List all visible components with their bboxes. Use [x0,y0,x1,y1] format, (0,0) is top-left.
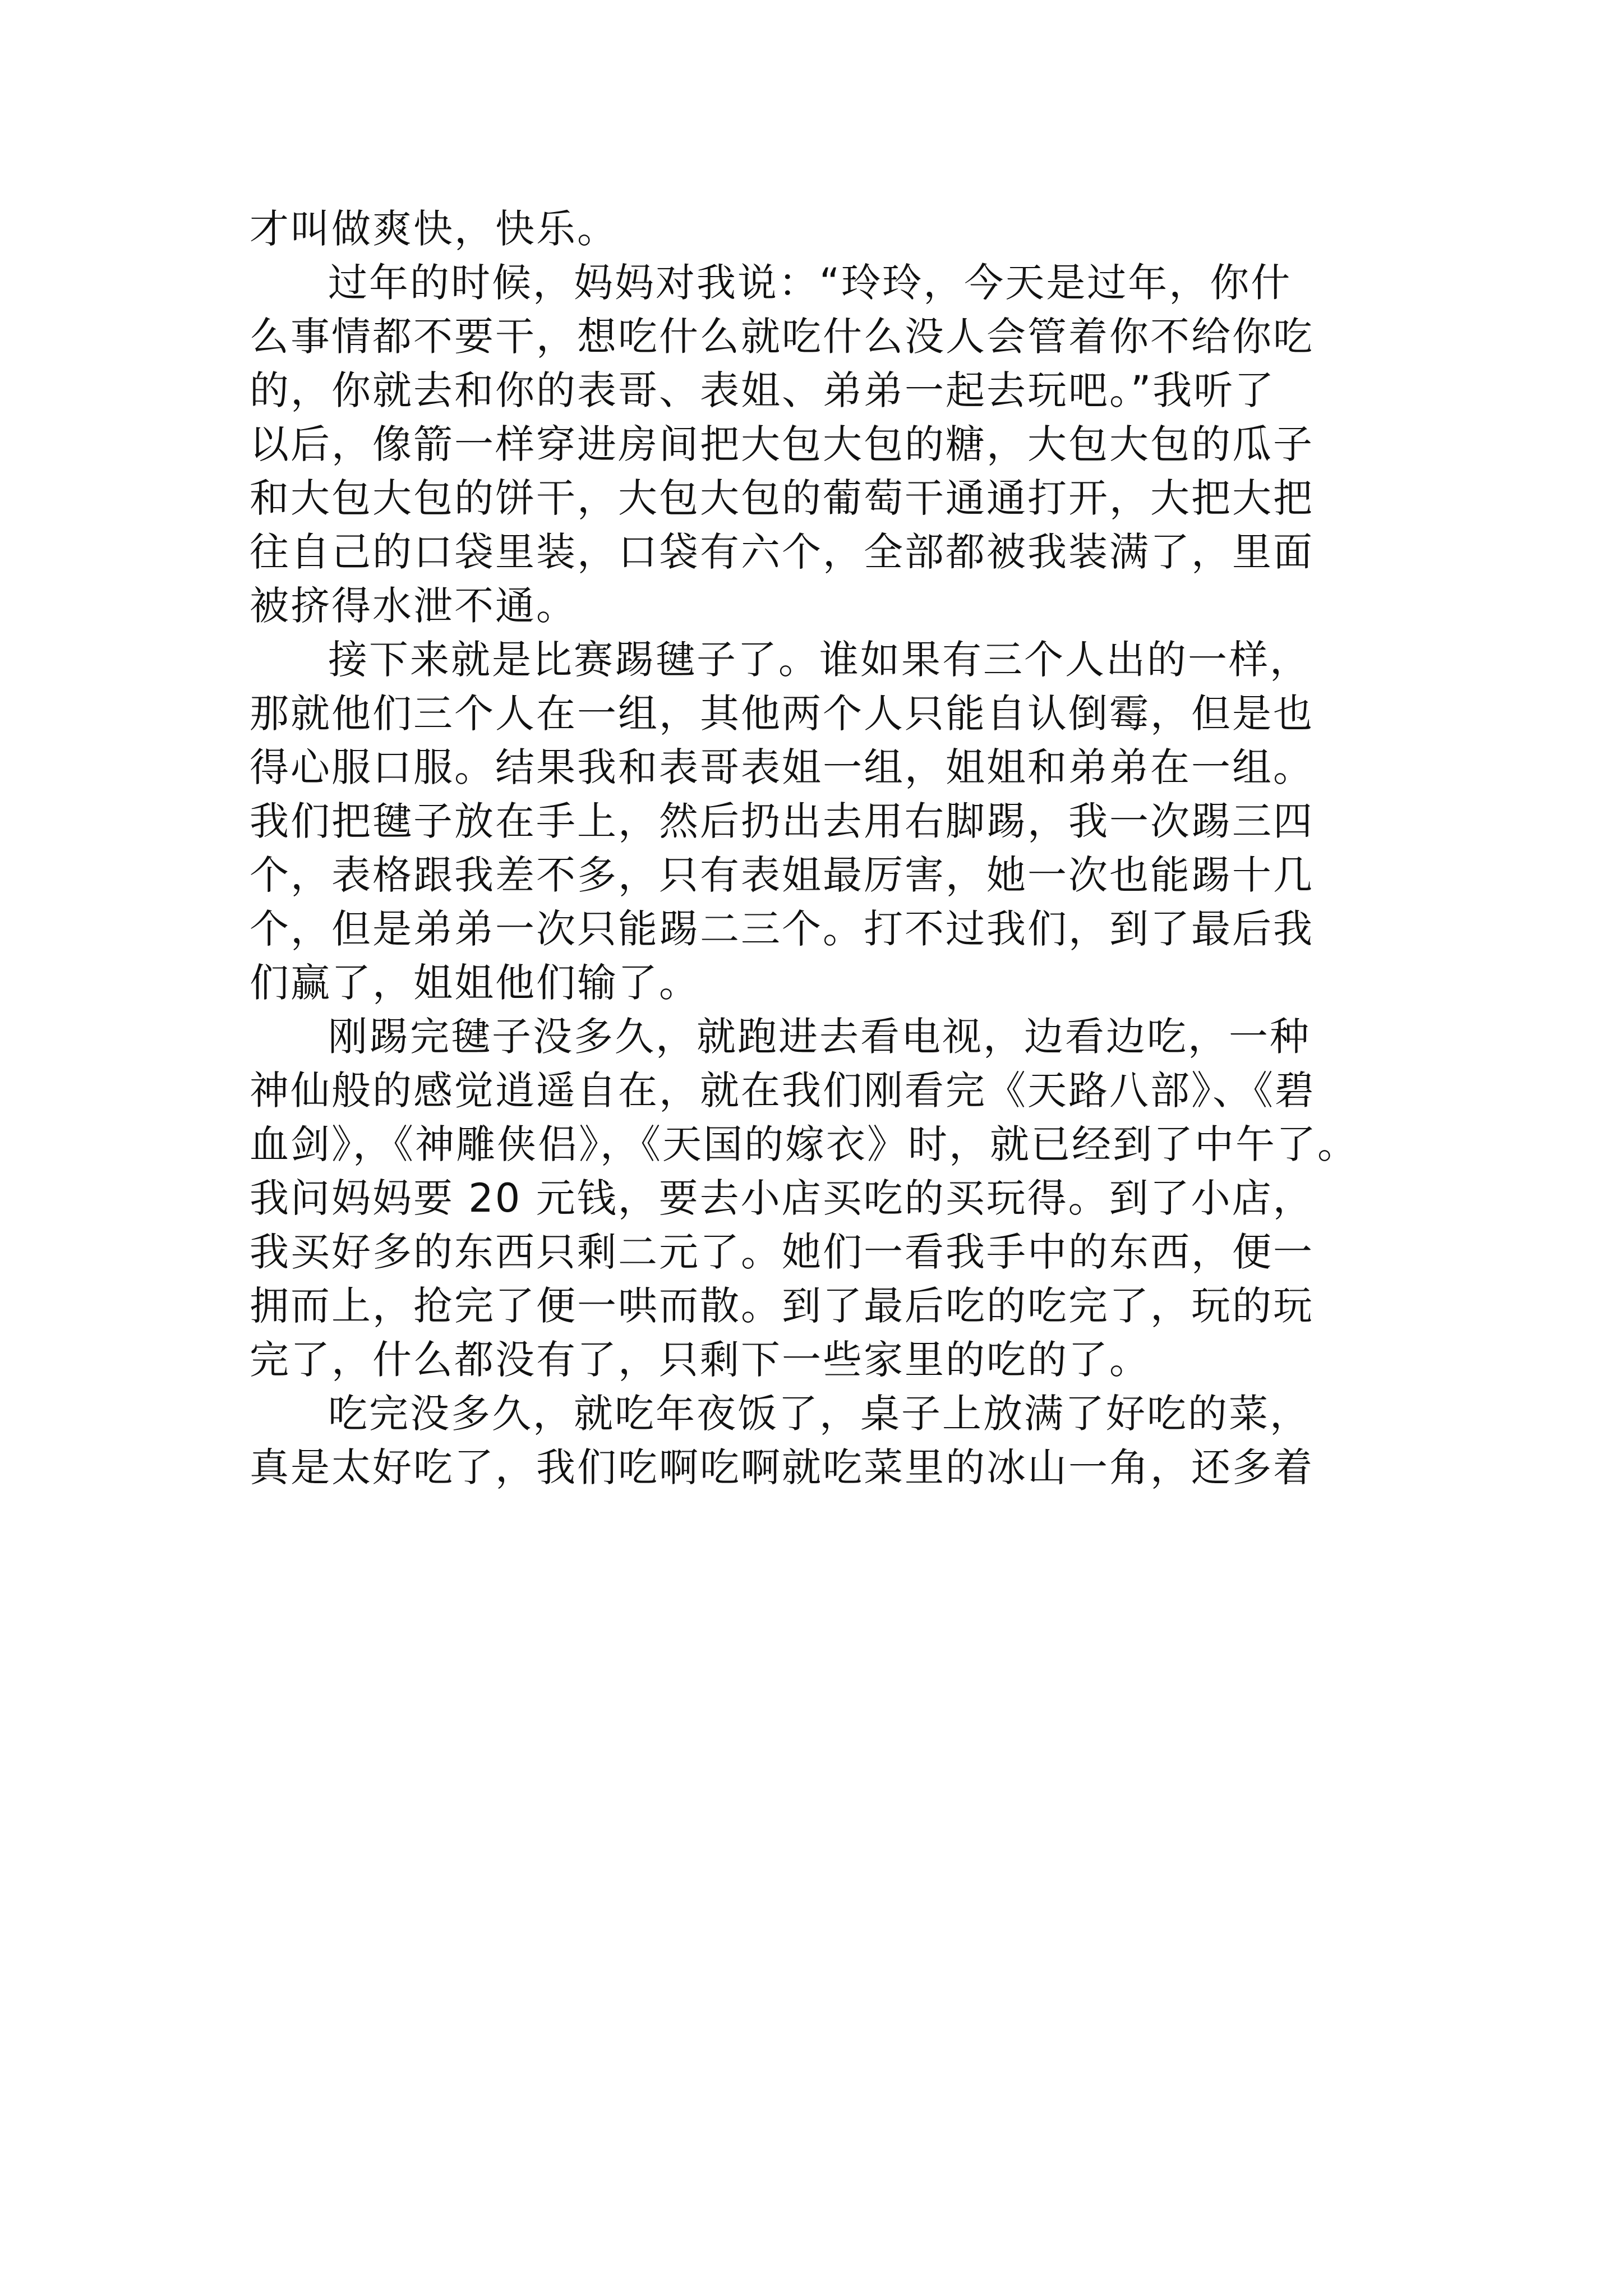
text-line: 我买好多的东西只剩二元了。她们一看我手中的东西，便一 [250,1229,1314,1275]
text-line: 神仙般的感觉逍遥自在，就在我们刚看完《天路八部》、《碧 [250,1068,1316,1114]
text-line: 我们把毽子放在手上，然后扔出去用右脚踢，我一次踢三四 [250,798,1314,844]
text-line: 那就他们三个人在一组，其他两个人只能自认倒霉，但是也 [250,691,1314,737]
text-line: 拥而上，抢完了便一哄而散。到了最后吃的吃完了，玩的玩 [250,1283,1314,1329]
text-line: 的，你就去和你的表哥、表姐、弟弟一起去玩吧。”我听了 [250,367,1276,413]
text-line: 被挤得水泄不通。 [250,583,577,629]
paragraph-start-line: 刚踢完毽子没多久，就跑进去看电视，边看边吃，一种 [328,1014,1311,1060]
text-line: 得心服口服。结果我和表哥表姐一组，姐姐和弟弟在一组。 [250,744,1314,790]
text-line: 以后，像箭一样穿进房间把大包大包的糖，大包大包的瓜子 [250,421,1314,467]
text-line: 么事情都不要干，想吃什么就吃什么没人会管着你不给你吃 [250,314,1314,360]
text-line: 血剑》，《神雕侠侣》，《天国的嫁衣》时，就已经到了中午了。 [250,1121,1358,1167]
text-line: 完了，什么都没有了，只剩下一些家里的吃的了。 [250,1337,1150,1383]
text-line: 个，表格跟我差不多，只有表姐最厉害，她一次也能踢十几 [250,852,1314,898]
text-line: 我问妈妈要 20 元钱，要去小店买吃的买玩得。到了小店， [250,1175,1314,1221]
paragraph-start-line: 吃完没多久，就吃年夜饭了，桌子上放满了好吃的菜， [328,1391,1311,1437]
document-body [250,202,1377,1494]
text-line: 个，但是弟弟一次只能踢二三个。打不过我们，到了最后我 [250,906,1314,952]
text-line: 们赢了，姐姐他们输了。 [250,960,700,1006]
text-line: 才叫做爽快，快乐。 [250,206,618,252]
text-line: 和大包大包的饼干，大包大包的葡萄干通通打开，大把大把 [250,475,1314,521]
text-line: 真是太好吃了，我们吃啊吃啊就吃菜里的冰山一角，还多着 [250,1444,1314,1490]
paragraph-start-line: 接下来就是比赛踢毽子了。谁如果有三个人出的一样， [328,637,1311,683]
paragraph-start-line: 过年的时候，妈妈对我说：“玲玲，今天是过年，你什 [328,260,1292,306]
text-line: 往自己的口袋里装，口袋有六个，全部都被我装满了，里面 [250,529,1314,575]
